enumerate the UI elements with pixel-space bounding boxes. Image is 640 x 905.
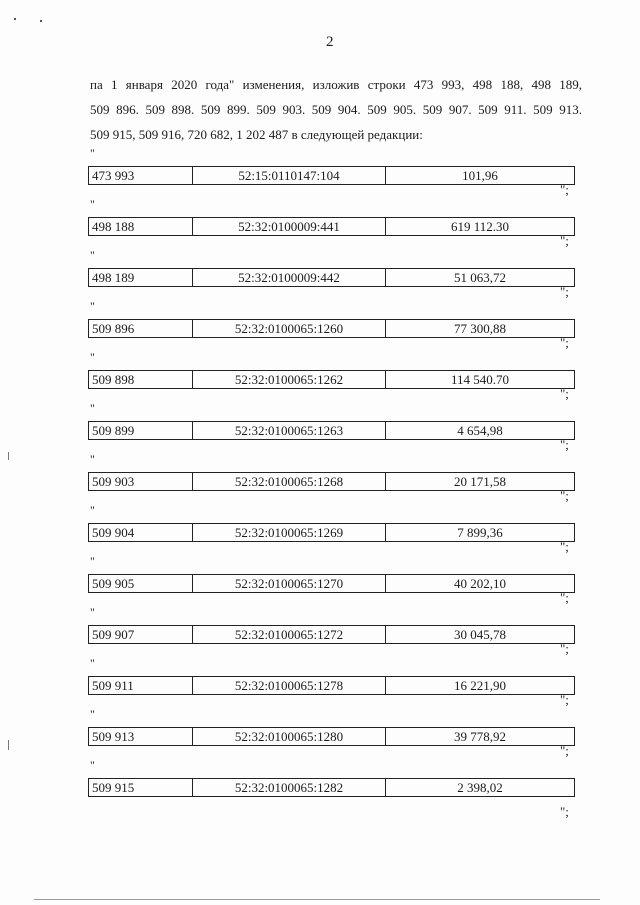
closing-quote: ";	[560, 692, 569, 707]
closing-quote: ";	[560, 590, 569, 605]
row-code: 509 907	[89, 626, 193, 643]
table-row	[88, 574, 575, 593]
row-cadastral-number: 52:32:0100065:1280	[193, 728, 386, 745]
closing-quote: ";	[560, 437, 569, 452]
opening-quote: "	[90, 299, 95, 313]
row-cadastral-number: 52:15:0110147:104	[193, 167, 386, 184]
row-code: 473 993	[89, 167, 193, 184]
row-value: 51 063,72	[454, 270, 506, 285]
table-row	[88, 217, 575, 236]
page-number: 2	[326, 34, 334, 50]
row-value: 2 398,02	[457, 780, 503, 795]
closing-quote: ";	[560, 539, 569, 554]
scan-speck	[14, 18, 16, 20]
intro-line: 509 915, 509 916, 720 682, 1 202 487 в следующей редакции:	[90, 127, 423, 142]
row-code: 509 911	[89, 677, 193, 694]
amended-row-entry	[0, 401, 640, 452]
row-code: 509 913	[89, 728, 193, 745]
amended-row-entry	[0, 605, 640, 656]
table-row	[88, 421, 575, 440]
closing-quote: ";	[560, 335, 569, 350]
amended-row-entry	[0, 452, 640, 503]
amended-rows	[0, 146, 640, 819]
opening-quote: "	[90, 197, 95, 211]
row-value: 40 202,10	[454, 576, 506, 591]
row-value: 20 171,58	[454, 474, 506, 489]
row-value: 114 540.70	[450, 372, 510, 387]
closing-quote: ";	[560, 641, 569, 656]
opening-quote: "	[90, 503, 95, 517]
row-code: 509 905	[89, 575, 193, 592]
amended-row-entry	[0, 707, 640, 758]
opening-quote: "	[90, 452, 95, 466]
opening-quote: "	[90, 758, 95, 772]
row-cadastral-number: 52:32:0100065:1262	[193, 371, 386, 388]
closing-quote: ";	[560, 488, 569, 503]
row-value: 16 221,90	[454, 678, 506, 693]
opening-quote: "	[90, 146, 95, 160]
amended-row-entry	[0, 350, 640, 401]
row-cadastral-number: 52:32:0100009:442	[193, 269, 386, 286]
row-value: 619 112.30	[450, 219, 510, 234]
row-cadastral-number: 52:32:0100065:1260	[193, 320, 386, 337]
row-cadastral-number: 52:32:0100065:1272	[193, 626, 386, 643]
closing-quote: ";	[560, 743, 569, 758]
amended-row-entry	[0, 656, 640, 707]
row-cadastral-number: 52:32:0100065:1282	[193, 779, 386, 796]
opening-quote: "	[90, 554, 95, 568]
table-row	[88, 625, 575, 644]
intro-line: па 1 января 2020 года" изменения, изложив строки 473 993, 498 188, 498 189,	[90, 77, 582, 92]
row-code: 509 904	[89, 524, 193, 541]
table-row	[88, 472, 575, 491]
scan-edge-line	[34, 899, 600, 900]
opening-quote: "	[90, 656, 95, 670]
row-cadastral-number: 52:32:0100065:1270	[193, 575, 386, 592]
opening-quote: "	[90, 401, 95, 415]
row-cadastral-number: 52:32:0100065:1278	[193, 677, 386, 694]
row-cadastral-number: 52:32:0100065:1269	[193, 524, 386, 541]
table-row	[88, 676, 575, 695]
amended-row-entry	[0, 146, 640, 197]
amended-row-entry	[0, 554, 640, 605]
row-code: 498 188	[89, 218, 193, 235]
amended-row-entry	[0, 503, 640, 554]
table-row	[88, 268, 575, 287]
amended-row-entry	[0, 758, 640, 819]
row-value: 30 045,78	[454, 627, 506, 642]
row-code: 509 898	[89, 371, 193, 388]
row-cadastral-number: 52:32:0100009:441	[193, 218, 386, 235]
row-value: 4 654,98	[457, 423, 503, 438]
row-cadastral-number: 52:32:0100065:1263	[193, 422, 386, 439]
opening-quote: "	[90, 707, 95, 721]
opening-quote: "	[90, 350, 95, 364]
table-row	[88, 523, 575, 542]
row-code: 509 896	[89, 320, 193, 337]
row-value: 101,96	[462, 168, 498, 183]
closing-quote: ";	[560, 233, 569, 248]
row-code: 509 915	[89, 779, 193, 796]
opening-quote: "	[90, 605, 95, 619]
row-value: 77 300,88	[454, 321, 506, 336]
row-code: 498 189	[89, 269, 193, 286]
amended-row-entry	[0, 197, 640, 248]
row-value: 7 899,36	[457, 525, 503, 540]
amended-row-entry	[0, 248, 640, 299]
closing-quote: ";	[560, 284, 569, 299]
table-row	[88, 370, 575, 389]
scan-speck	[40, 20, 42, 22]
closing-quote: ";	[560, 386, 569, 401]
row-code: 509 899	[89, 422, 193, 439]
table-row	[88, 727, 575, 746]
row-cadastral-number: 52:32:0100065:1268	[193, 473, 386, 490]
intro-paragraph	[90, 72, 582, 147]
opening-quote: "	[90, 248, 95, 262]
closing-quote: ";	[560, 182, 569, 197]
row-code: 509 903	[89, 473, 193, 490]
table-row	[88, 166, 575, 185]
amended-row-entry	[0, 299, 640, 350]
table-row	[88, 778, 575, 797]
intro-line: 509 896. 509 898. 509 899. 509 903. 509 904. 509 905. 509 907. 509 911. 509 913.	[90, 102, 582, 117]
closing-quote: ";	[560, 804, 569, 819]
row-value: 39 778,92	[454, 729, 506, 744]
table-row	[88, 319, 575, 338]
